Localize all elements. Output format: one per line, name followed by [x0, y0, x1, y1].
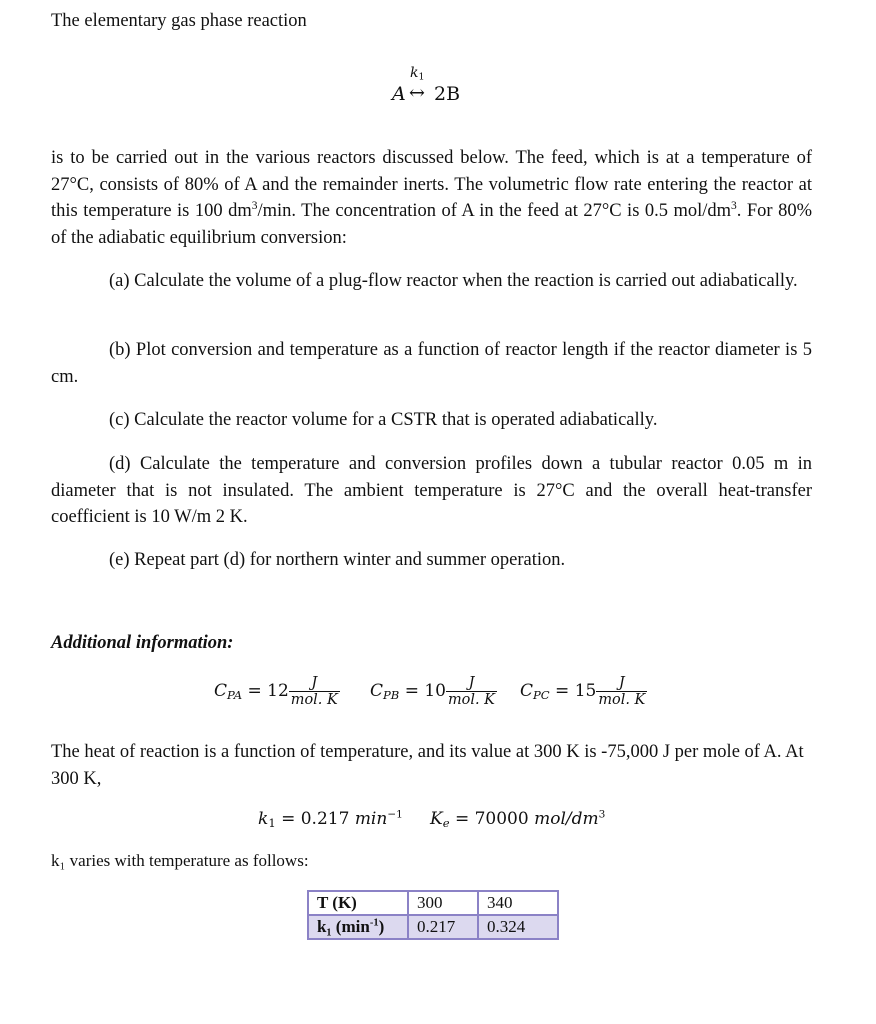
k1-label: k₁ (min: [317, 917, 370, 936]
description-sup-2: 3: [731, 200, 737, 213]
cpa-symbol: C: [214, 681, 228, 701]
cpb-unit-den: mol. K: [447, 692, 495, 708]
part-d: (d) Calculate the temperature and conversion profiles down a tubular reactor 0.05 m in diameter that is not insulated. The ambient temperature is 27°C and the overall heat-transfer coefficient is 10 W/m 2 K.: [51, 454, 812, 527]
description-sup-1: 3: [251, 200, 258, 213]
cpc-value: 15: [574, 681, 597, 701]
k1-temperature-table: [307, 890, 559, 940]
heat-capacity-pa: $C_{PA} = 12$ $\frac{J}{\text{mol. K}}$: [214, 675, 338, 708]
k1-unit-sup: −1: [387, 808, 403, 821]
cpa-value: 12: [267, 681, 289, 701]
rate-constant-symbol: k: [410, 65, 419, 81]
k1-unit: min: [354, 809, 388, 829]
cpc-unit: [596, 675, 647, 708]
ke-unit-sup: 3: [598, 808, 606, 821]
description-part-2: /min. The concentration of A in the feed at 27°C is 0.5 mol/dm: [257, 201, 732, 221]
k1-constant: $k_1 = 0.217$ $\min^{-1}$: [258, 808, 403, 830]
k1-label-close: ): [378, 917, 385, 936]
cpb-unit: [446, 675, 497, 708]
k1-sub: 1: [268, 815, 276, 830]
cpa-unit-den: mol. K: [290, 692, 338, 708]
intro-text: The elementary gas phase reaction: [51, 11, 307, 31]
rate-constant-sub: 1: [418, 71, 425, 83]
part-a: (a) Calculate the volume of a plug-flow reactor when the reaction is carried out adiabatically.: [109, 271, 798, 291]
description-part-3: . For 80% of the adiabatic equilibrium conversion:: [51, 201, 812, 248]
cpb-symbol: C: [370, 681, 384, 701]
reactant: A: [392, 83, 406, 105]
equilibrium-arrow-icon: ↔: [409, 82, 425, 104]
product: 2B: [434, 83, 461, 105]
description-paragraph: [51, 145, 812, 251]
description-part-1: is to be carried out in the various reactors discussed below. The feed, which is at a temperature of 27°C, consists of 80% of A and the remainder inerts. The volumetric flow rate entering the reactor at this temperature is 100 dm: [51, 148, 812, 221]
table-cell: 0.324: [478, 915, 558, 939]
cpc-symbol: C: [520, 681, 534, 701]
table-row: [308, 915, 558, 939]
cpb-unit-num: J: [446, 675, 497, 692]
table-cell: 0.217: [408, 915, 478, 939]
k1-value: 0.217: [300, 809, 350, 829]
ke-value: 70000: [474, 809, 529, 829]
ke-constant: $K_e = 70000$ mol/$dm^3$: [430, 808, 606, 830]
cpa-unit-num: J: [289, 675, 340, 692]
rate-constant-label: [410, 65, 425, 81]
cpa-unit: [289, 675, 340, 708]
reaction-equation: [392, 65, 472, 110]
part-e: (e) Repeat part (d) for northern winter and summer operation.: [109, 550, 566, 570]
table-row: [308, 891, 558, 915]
heat-of-reaction-text: The heat of reaction is a function of temperature, and its value at 300 K is -75,000 J per mole of A. At 300 K,: [51, 742, 804, 789]
heat-capacity-pc: $C_{PC} = 15$ $\frac{J}{\text{mol. K}}$: [520, 675, 646, 708]
cpc-unit-num: J: [596, 675, 647, 692]
table-cell: 340: [478, 891, 558, 915]
cpb-sub: PB: [383, 687, 400, 702]
k1-label-sup: -1: [369, 917, 379, 929]
table-cell: 300: [408, 891, 478, 915]
ke-unit: mol/dm: [534, 809, 599, 829]
part-b: (b) Plot conversion and temperature as a function of reactor length if the reactor diameter is 5 cm.: [51, 340, 812, 387]
cpc-unit-den: mol. K: [598, 692, 646, 708]
k1-symbol: k: [258, 809, 269, 829]
cpc-sub: PC: [533, 687, 550, 702]
table-header-temperature: T (K): [308, 891, 408, 915]
additional-info-heading: Additional information:: [51, 633, 234, 653]
k1-varies-text: k₁ varies with temperature as follows:: [51, 851, 309, 870]
ke-symbol: K: [430, 809, 443, 829]
part-c: (c) Calculate the reactor volume for a CSTR that is operated adiabatically.: [109, 410, 658, 430]
cpb-value: 10: [424, 681, 446, 701]
cpa-sub: PA: [227, 687, 243, 702]
table-header-k1: [308, 915, 408, 939]
heat-capacity-pb: $C_{PB} = 10$ $\frac{J}{\text{mol. K}}$: [370, 675, 495, 708]
ke-sub: e: [442, 815, 450, 830]
